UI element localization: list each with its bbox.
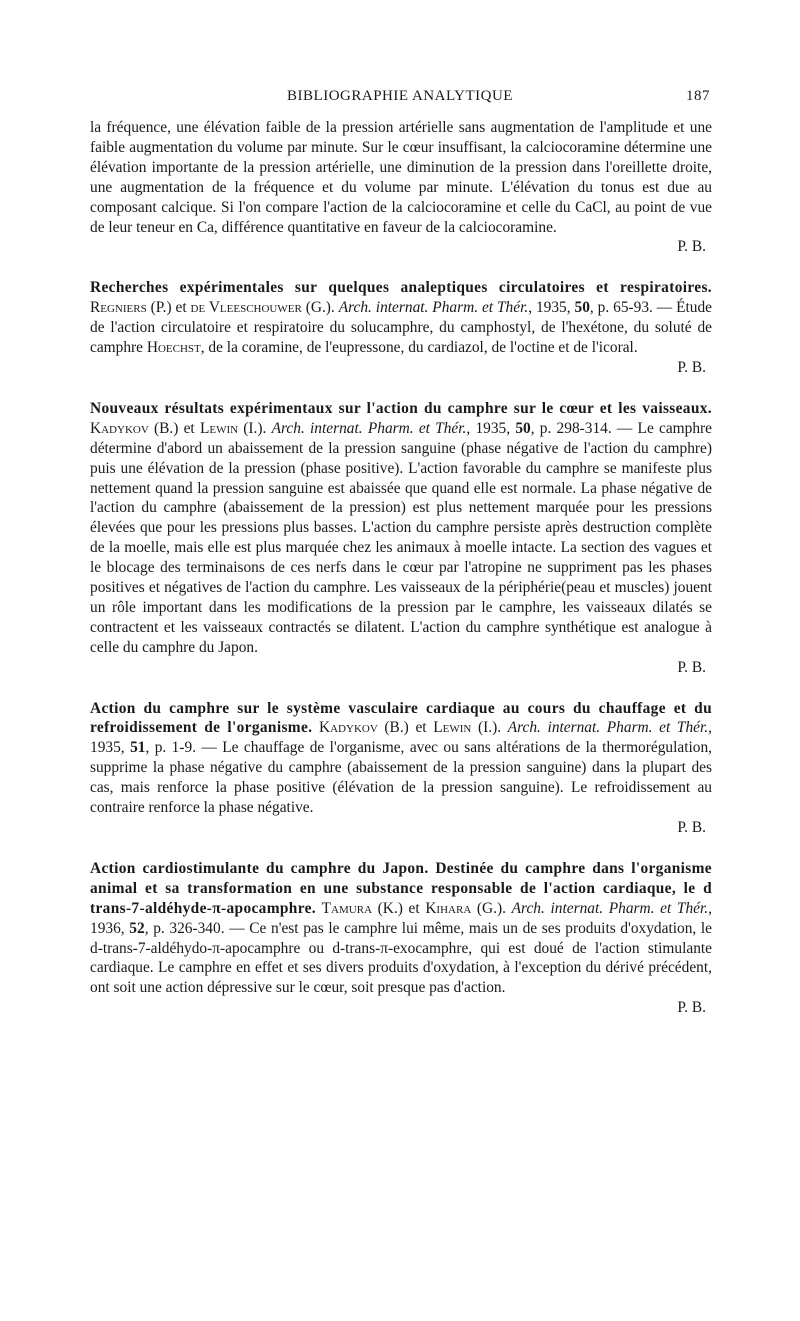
brand-name: Hoechst [146,339,201,357]
journal-year: , 1936, [90,899,712,937]
signature: P. B. [677,999,706,1017]
entry-title: Recherches expérimentales sur quelques analeptiques circulatoires et respiratoires. [90,279,712,297]
author-initials: (B.) et [148,419,200,437]
bibliography-entry [90,399,712,678]
entry-body: — Le chauffage de l'organisme, avec ou sans altérations de la thermorégulation, supprime la phase négative du camphre (abaissement de la pression sanguine) dans la plupart des cas, mais renforce la phase positive (élévation de la pression sanguine). Le refroidissement au contraire renforce la phase négative. [90,739,713,817]
author-initials: (G.). [301,299,339,317]
journal-name: Arch. internat. Pharm. et Thér. [338,299,529,317]
journal-year: , 1935, [466,419,516,437]
journal-volume: 50 [515,419,531,437]
signature: P. B. [677,238,706,256]
intro-paragraph [90,118,712,257]
journal-year: , 1935, [90,719,712,757]
journal-volume: 51 [130,739,146,757]
entry-title: Action cardiostimulante du camphre du Japon. Destinée du camphre dans l'organisme animal et sa transformation en une substance responsable de l'action cardiaque, le d trans-7-aldéhyde-π-apocamphre. [90,859,712,917]
journal-volume: 52 [129,919,145,937]
author-name: Tamura [321,899,373,917]
author-initials: (I.). [471,719,508,737]
entry-title: Nouveaux résultats expérimentaux sur l'action du camphre sur le cœur et les vaisseaux. [90,399,712,417]
author-initials: (K.) et [372,899,426,917]
intro-text: la fréquence, une élévation faible de la pression artérielle sans augmentation de l'amplitude et une faible augmentation du volume par minute. Sur le cœur insuffisant, la calciocoramine détermine une élévation importante de la pression artérielle, une diminution de la pression dans l'oreillette droite, une augmentation de la fréquence et du volume par minute. L'élévation du tonus est due au composant calcique. Si l'on compare l'action de la calciocoramine et celle du CaCl, au point de vue de leur teneur en Ca, différence quantitative en faveur de la calciocoramine. [90,119,712,236]
author-initials: (G.). [471,899,512,917]
bibliography-entry [90,278,712,378]
journal-pages: , p. 1-9. [145,739,197,757]
entry-body: — Étude de l'action circulatoire et respiratoire du solucamphre, du camphostyl, de l'hexétone, du soluté de camphre [90,299,713,357]
author-initials: (P.) et [146,299,191,317]
running-title: BIBLIOGRAPHIE ANALYTIQUE [287,88,513,104]
author-name: Lewin [199,419,239,437]
author-name: Kihara [425,899,472,917]
journal-pages: , p. 298-314. [530,419,612,437]
author-name: de Vleeschouwer [190,299,302,317]
journal-name: Arch. internat. Pharm. et Thér. [271,419,467,437]
entry-body: — Ce n'est pas le camphre lui même, mais un de ses produits d'oxydation, le d-trans-7-aldéhydo-π-apocamphre ou d-trans-π-exocamphre, qui est doué de l'action stimulante cardiaque. Le camphre en effet et ses divers produits d'oxydation, à l'exception du dérivé précédent, ont soit une action dépressive sur le cœur, soit presque pas d'action. [90,919,712,997]
entry-body: — Le camphre détermine d'abord un abaissement de la pression sanguine (phase négative de l'action du camphre) puis une élévation de la pression (phase positive). L'action favorable du camphre se manifeste plus nettement quand la pression sanguine est abaissée que quand elle est normale. La phase négative de l'action du camphre (abaissement de la pression) est plus nettement marquée pour les pressions élevées que pour les pressions plus basses. L'action du camphre persiste après destruction complète de la moelle, mais elle est plus marquée chez les animaux à moelle intacte. La section des vagues et le blocage des terminaisons de ces nerfs dans le cœur par l'atropine ne suppriment pas les phases positives et négatives de l'action du camphre. Les vaisseaux de la périphérie(peau et muscles) jouent un rôle important dans les modifications de la pression par le camphre, les vaisseaux dilatés se contractent et les vaisseaux contractés se dilatent. L'action du camphre synthétique est analogue à celle du camphre du Japon. [90,419,712,656]
journal-name: Arch. internat. Pharm. et Thér. [511,899,709,917]
author-name: Regniers [90,299,147,317]
signature: P. B. [677,819,706,836]
page-header [90,88,710,108]
journal-year: , 1935, [528,299,575,317]
journal-pages: , p. 65-93. [589,299,653,317]
author-name: Kadykov [319,719,378,737]
author-initials: (B.) et [377,719,434,737]
bibliography-entry [90,859,712,1018]
author-name: Lewin [433,719,472,737]
signature: P. B. [677,358,706,376]
page-number: 187 [686,88,710,104]
author-initials: (I.). [238,419,272,437]
journal-pages: , p. 326-340. [144,919,225,937]
author-name: Kadykov [90,419,149,437]
journal-name: Arch. internat. Pharm. et Thér. [507,719,709,737]
bibliography-entry [90,699,712,838]
page-body [90,118,712,1018]
journal-volume: 50 [574,299,590,317]
signature: P. B. [677,658,706,676]
entry-body-end: , de la coramine, de l'eupressone, du cardiazol, de l'octine et de l'icoral. [200,339,638,357]
entry-title: Action du camphre sur le système vasculaire cardiaque au cours du chauffage et du refroidissement de l'organisme. [90,699,712,737]
